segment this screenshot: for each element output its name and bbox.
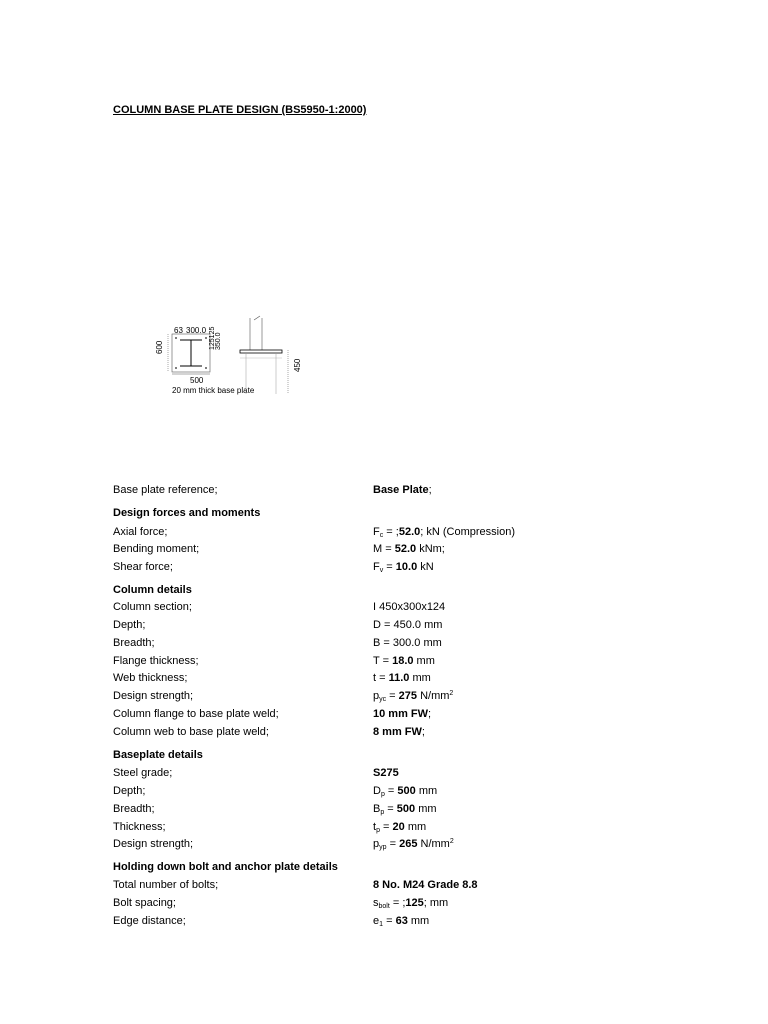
e1-pre: = bbox=[383, 915, 396, 927]
steel-grade-label: Steel grade; bbox=[113, 767, 173, 779]
web-thickness-value bbox=[373, 672, 431, 684]
bolt-count-value: 8 No. M24 Grade 8.8 bbox=[373, 879, 478, 891]
bolt-hole bbox=[205, 337, 207, 339]
dim-left: 600 bbox=[155, 340, 164, 354]
flange-pre: = bbox=[379, 655, 393, 667]
section-heading-column: Column details bbox=[113, 584, 192, 596]
shear-num: 10.0 bbox=[395, 561, 418, 573]
flange-thickness-label: Flange thickness; bbox=[113, 655, 199, 667]
pyc-sub: yc bbox=[379, 696, 387, 703]
pyp-num: 265 bbox=[399, 838, 418, 850]
steel-grade-value: S275 bbox=[373, 767, 399, 779]
base-plate-diagram bbox=[155, 316, 310, 398]
web-weld-label: Column web to base plate weld; bbox=[113, 726, 269, 738]
shear-sym: F bbox=[373, 561, 380, 573]
column-design-strength-label: Design strength; bbox=[113, 690, 194, 702]
dim-right-b: 350.0 bbox=[215, 332, 222, 350]
column-depth-label: Depth; bbox=[113, 619, 146, 631]
flange-weld-suffix: ; bbox=[428, 708, 432, 720]
web-num: 11.0 bbox=[388, 672, 410, 684]
bolt-spacing-value bbox=[373, 897, 448, 910]
tp-sym: t bbox=[373, 821, 377, 833]
web-post: mm bbox=[409, 672, 431, 684]
bending-moment-value bbox=[373, 543, 445, 555]
axial-force-label: Axial force; bbox=[113, 526, 168, 538]
column-breadth-label: Breadth; bbox=[113, 637, 155, 649]
base-plate-reference-value bbox=[373, 484, 432, 496]
bending-moment-label: Bending moment; bbox=[113, 543, 200, 555]
axial-sym: F bbox=[373, 526, 380, 538]
bolt-count-label: Total number of bolts; bbox=[113, 879, 219, 891]
edge-distance-value bbox=[373, 915, 429, 928]
bp-sub: p bbox=[380, 809, 385, 816]
moment-sym: M bbox=[373, 543, 383, 555]
flange-weld-num: 10 mm FW bbox=[373, 708, 429, 720]
dim-top-left: 63 bbox=[174, 326, 183, 335]
pyp-sym: p bbox=[373, 838, 380, 850]
dp-num: 500 bbox=[397, 785, 416, 797]
axial-num: 52.0 bbox=[398, 526, 421, 538]
bolt-hole bbox=[175, 367, 177, 369]
sbolt-sub: bolt bbox=[378, 903, 390, 910]
section-heading-bolts: Holding down bolt and anchor plate details bbox=[113, 861, 338, 873]
section-heading-forces: Design forces and moments bbox=[113, 507, 261, 519]
base-plate-reference-name: Base Plate bbox=[373, 484, 429, 496]
dp-sub: p bbox=[380, 791, 385, 798]
web-weld-num: 8 mm FW bbox=[373, 726, 422, 738]
elev-break-mark bbox=[254, 316, 260, 320]
shear-sub: v bbox=[379, 567, 384, 574]
bp-post: mm bbox=[415, 803, 437, 815]
section-heading-baseplate: Baseplate details bbox=[113, 749, 203, 761]
column-design-strength-value bbox=[373, 690, 453, 703]
dp-pre: = bbox=[384, 785, 398, 797]
e1-post: mm bbox=[407, 915, 430, 927]
web-pre: = bbox=[376, 672, 389, 684]
e1-num: 63 bbox=[395, 915, 408, 927]
edge-distance-label: Edge distance; bbox=[113, 915, 186, 927]
bp-num: 500 bbox=[396, 803, 416, 815]
baseplate-design-strength-label: Design strength; bbox=[113, 838, 194, 850]
shear-force-label: Shear force; bbox=[113, 561, 173, 573]
bolt-hole bbox=[175, 337, 177, 339]
baseplate-breadth-value bbox=[373, 803, 437, 816]
moment-pre: = bbox=[382, 543, 395, 555]
baseplate-design-strength-value bbox=[373, 838, 454, 851]
diagram-caption: 20 mm thick base plate bbox=[172, 386, 255, 395]
tp-pre: = bbox=[379, 821, 393, 833]
axial-sub: c bbox=[379, 532, 384, 539]
dim-bottom: 500 bbox=[190, 376, 204, 385]
flange-weld-label: Column flange to base plate weld; bbox=[113, 708, 279, 720]
dp-post: mm bbox=[415, 785, 438, 797]
flange-num: 18.0 bbox=[392, 655, 414, 667]
shear-force-value bbox=[373, 561, 434, 574]
elev-base-plate bbox=[240, 350, 282, 353]
axial-force-value bbox=[373, 526, 515, 539]
web-weld-value bbox=[373, 726, 425, 738]
axial-post: ; kN (Compression) bbox=[420, 526, 515, 538]
dim-height: 450 bbox=[293, 358, 302, 372]
pyc-sym: p bbox=[373, 690, 380, 702]
dim-top-mid: 300.0 bbox=[186, 326, 207, 335]
dp-sym: D bbox=[373, 785, 381, 797]
shear-pre: = bbox=[383, 561, 396, 573]
baseplate-thickness-value bbox=[373, 821, 426, 834]
flange-sym: T bbox=[373, 655, 380, 667]
sbolt-pre: = ; bbox=[389, 897, 406, 909]
sbolt-num: 125 bbox=[405, 897, 424, 909]
web-sym: t bbox=[373, 672, 377, 684]
bp-sym: B bbox=[373, 803, 381, 815]
pyc-num: 275 bbox=[398, 690, 418, 702]
bolt-spacing-label: Bolt spacing; bbox=[113, 897, 176, 909]
moment-num: 52.0 bbox=[394, 543, 417, 555]
column-section-label: Column section; bbox=[113, 601, 192, 613]
e1-sub: 1 bbox=[379, 921, 384, 928]
page-title: COLUMN BASE PLATE DESIGN (BS5950-1:2000) bbox=[113, 104, 367, 116]
axial-pre: = ; bbox=[383, 526, 399, 538]
column-depth-value: D = 450.0 mm bbox=[373, 619, 443, 631]
shear-post: kN bbox=[417, 561, 434, 573]
flange-thickness-value bbox=[373, 655, 435, 667]
baseplate-thickness-label: Thickness; bbox=[113, 821, 166, 833]
base-plate-reference-suffix: ; bbox=[428, 484, 432, 496]
pyc-sup: 2 bbox=[449, 690, 454, 697]
baseplate-breadth-label: Breadth; bbox=[113, 803, 155, 815]
tp-num: 20 bbox=[392, 821, 405, 833]
pyc-pre: = bbox=[386, 690, 399, 702]
baseplate-depth-label: Depth; bbox=[113, 785, 146, 797]
pyc-post: N/mm bbox=[417, 690, 450, 702]
tp-sub: p bbox=[376, 827, 380, 834]
moment-post: kNm; bbox=[416, 543, 445, 555]
tp-post: mm bbox=[404, 821, 427, 833]
bp-pre: = bbox=[384, 803, 397, 815]
pyp-sup: 2 bbox=[449, 838, 454, 845]
column-breadth-value: B = 300.0 mm bbox=[373, 637, 442, 649]
web-weld-suffix: ; bbox=[421, 726, 425, 738]
web-thickness-label: Web thickness; bbox=[113, 672, 188, 684]
dim-right-stack: 125125 bbox=[209, 326, 216, 350]
flange-post: mm bbox=[413, 655, 435, 667]
base-plate-reference-label: Base plate reference; bbox=[113, 484, 218, 496]
bolt-hole bbox=[205, 367, 207, 369]
column-section-value: I 450x300x124 bbox=[373, 601, 446, 613]
pyp-sub: yp bbox=[379, 844, 387, 851]
sbolt-post: ; mm bbox=[423, 897, 449, 909]
pyp-pre: = bbox=[386, 838, 400, 850]
e1-sym: e bbox=[373, 915, 380, 927]
sbolt-sym: s bbox=[373, 897, 379, 909]
pyp-post: N/mm bbox=[417, 838, 450, 850]
baseplate-depth-value bbox=[373, 785, 437, 798]
flange-weld-value bbox=[373, 708, 431, 720]
